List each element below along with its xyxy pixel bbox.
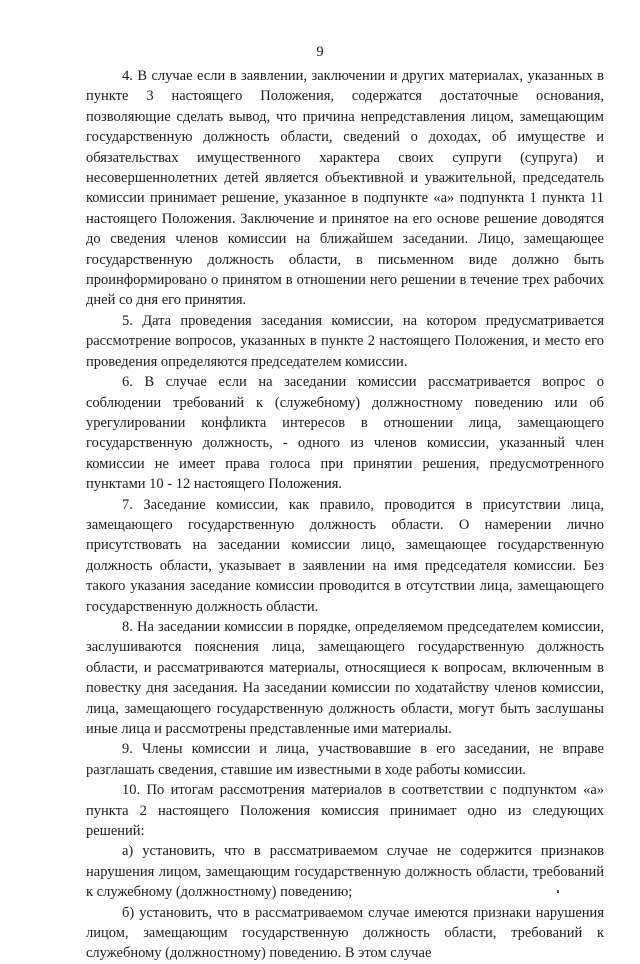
paragraph-subitem-b: б) установить, что в рассматриваемом случае имеются признаки нарушения лицом, замещающим государственную должность области, требований к служебному (должностному) поведению. В этом случае bbox=[86, 904, 604, 962]
paragraph-subitem-a: а) установить, что в рассматриваемом случае не содержится признаков нарушения лицом, замещающим государственную должность области, требований к служебному (должностному) поведению; bbox=[86, 843, 604, 901]
paragraph-item-4: 4. В случае если в заявлении, заключении и других материалах, указанных в пункте 3 настоящего Положения, содержатся достаточные основания, позволяющие сделать вывод, что причина непредставления лицом, замещающим государственную должность области, сведений о доходах, об имуществе и обязательствах имущественного характера своих супруги (супруга) и несовершеннолетних детей является объективной и уважительной, председатель комиссии принимает решение, указанное в подпункте «а» подпункта 1 пункта 11 настоящего Положения. Заключение и принятое на его основе решение доводятся до сведения членов комиссии на ближайшем заседании. Лицо, замещающее государственную должность области, в письменном виде должно быть проинформировано о принятом в отношении него решении в течение трех рабочих дней со дня его принятия. bbox=[86, 68, 604, 309]
paragraph-item-7: 7. Заседание комиссии, как правило, проводится в присутствии лица, замещающего государственную должность области. О намерении лично присутствовать на заседании комиссии лицо, замещающее государственную должность области, указывает в заявлении на имя председателя комиссии. Без такого указания заседание комиссии проводится в отсутствии лица, замещающего государственную должность области. bbox=[86, 496, 604, 615]
paragraph-item-8: 8. На заседании комиссии в порядке, определяемом председателем комиссии, заслушиваются пояснения лица, замещающего государственную должность области, и рассматриваются материалы, относящиеся к вопросам, включенным в повестку дня заседания. На заседании комиссии по ходатайству членов комиссии, лица, замещающего государственную должность области, могут быть заслушаны иные лица и рассмотрены представленные ими материалы. bbox=[86, 618, 604, 737]
paragraph-item-6: 6. В случае если на заседании комиссии рассматривается вопрос о соблюдении требований к (служебному) должностному поведению или об урегулировании конфликта интересов в отношении лица, замещающего государственную должность, - одного из членов комиссии, указанный член комиссии не имеет права голоса при принятии решения, предусмотренного пунктами 10 - 12 настоящего Положения. bbox=[86, 374, 604, 493]
paragraph-item-9: 9. Члены комиссии и лица, участвовавшие в его заседании, не вправе разглашать сведения, ставшие им известными в ходе работы комиссии. bbox=[86, 741, 604, 778]
scan-speck bbox=[557, 890, 559, 893]
paragraph-item-10: 10. По итогам рассмотрения материалов в соответствии с подпунктом «а» пункта 2 настоящего Положения комиссия принимает одно из следующих решений: bbox=[86, 782, 604, 840]
paragraph-item-5: 5. Дата проведения заседания комиссии, на котором предусматривается рассмотрение вопросов, указанных в пункте 2 настоящего Положения, и место его проведения определяются председателем комиссии. bbox=[86, 312, 604, 370]
page-number: 9 bbox=[316, 44, 324, 60]
document-body bbox=[86, 66, 604, 964]
